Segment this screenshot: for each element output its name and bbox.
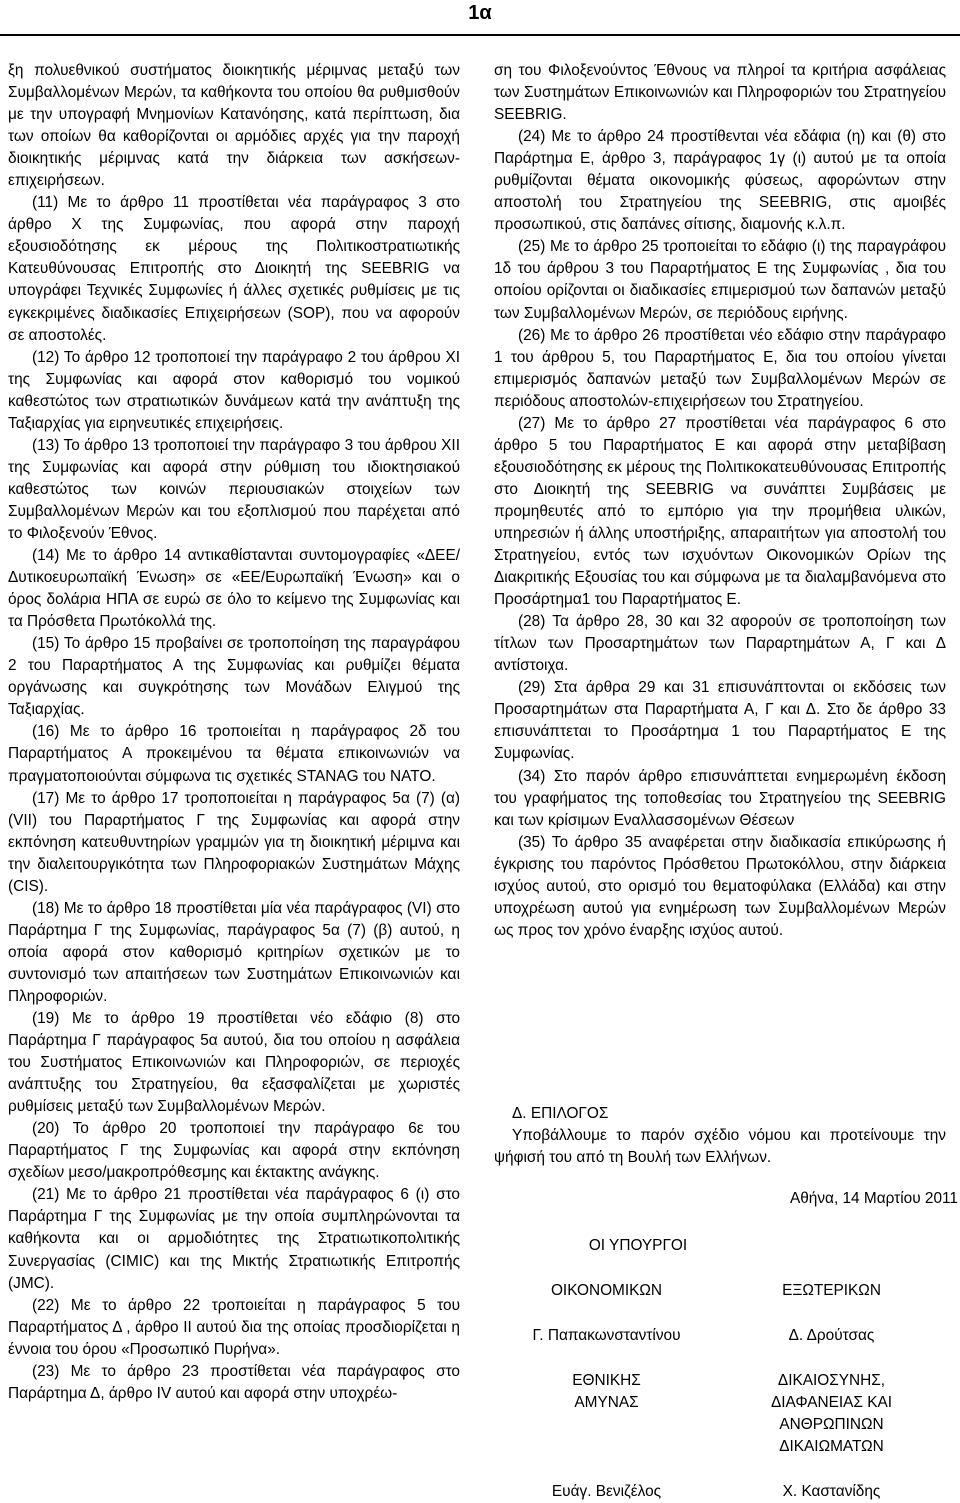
minister-justice-title-line: ΔΙΚΑΙΩΜΑΤΩΝ — [779, 1438, 884, 1455]
paragraph: (17) Με το άρθρο 17 τροποποιείται η παράγραφος 5α (7) (α) (VII) του Παραρτήματος Γ της Συμφωνίας και αφορά στην εκπόνηση κατευθυντηρίων γραμμών για τη διοικητική μέριμνα και την διαλειτουργικότητα των Πληροφοριακών Συστημάτων Μάχης (CIS). — [8, 789, 460, 895]
epilogue-heading: Δ. ΕΠΙΛΟΓΟΣ — [512, 1105, 609, 1122]
right-column — [494, 60, 946, 942]
minister-defence-name: Ευάγ. Βενιζέλος — [551, 1483, 662, 1500]
paragraph: (18) Με το άρθρο 18 προστίθεται μία νέα παράγραφος (VI) στο Παράρτημα Γ της Συμφωνίας, παράγραφος 5α (7) (β) αυτού, η οποία αφορά στον καθορισμό κριτηρίων σχετικών με το συντονισμό των απαιτήσεων των Συστημάτων Επικοινωνιών και Πληροφοριών. — [8, 899, 460, 1005]
paragraph: ση του Φιλοξενούντος Έθνους να πληροί τα κριτήρια ασφάλειας των Συστημάτων Επικοινωνιών και Πληροφοριών του Στρατηγείου SEEBRIG. — [494, 62, 946, 124]
paragraph: (35) Το άρθρο 35 αναφέρεται στην διαδικασία επικύρωσης ή έγκρισης του παρόντος Πρόσθετου Πρωτοκόλλου, στην διάρκεια ισχύος αυτού, στο ορισμό του θεματοφύλακα (Ελλάδα) και στην υποχρέωση αυτού για ενημέρωση των Συμβαλλομένων Μερών ως προς τον χρόνο έναρξης ισχύος αυτού. — [494, 833, 946, 939]
paragraph: (14) Με το άρθρο 14 αντικαθίστανται συντομογραφίες «ΔΕΕ/ Δυτικοευρωπαϊκή Ένωση» σε «ΕΕ/Ευρωπαϊκή Ένωση» και ο όρος δολάρια ΗΠΑ σε ευρώ σε όλο το κείμενο της Συμφωνίας και τα Πρόσθετα Πρωτόκολλά της. — [8, 547, 460, 631]
paragraph: (20) Το άρθρο 20 τροποποιεί την παράγραφο 6ε του Παραρτήματος Γ της Συμφωνίας και αφορά στην εκπόνηση σχεδίων μεσο/μακροπρόθεσμης και έκτακτης ανάγκης. — [8, 1120, 460, 1182]
paragraph: (28) Τα άρθρο 28, 30 και 32 αφορούν σε τροποποίηση των τίτλων των Προσαρτημάτων των Παραρτημάτων Α, Γ και Δ αντίστοιχα. — [494, 613, 946, 675]
epilogue — [494, 1103, 946, 1169]
minister-finance-title: ΟΙΚΟΝΟΜΙΚΩΝ — [550, 1282, 663, 1299]
paragraph: (13) Το άρθρο 13 τροποποιεί την παράγραφο 3 του άρθρου XII της Συμφωνίας και αφορά στην ρύθμιση του ιδιοκτησιακού καθεστώτος των κοινών περιουσιακών στοιχείων των Συμβαλλομένων Μερών και του εξοπλισμού που παρέχεται από το Φιλοξενούν Έθνος. — [8, 436, 460, 542]
minister-justice-title-line: ΔΙΑΦΑΝΕΙΑΣ ΚΑΙ — [771, 1394, 892, 1411]
minister-finance-name: Γ. Παπακωνσταντίνου — [532, 1327, 681, 1344]
signature-date: Αθήνα, 14 Μαρτίου 2011 — [789, 1190, 958, 1207]
paragraph: (34) Στο παρόν άρθρο επισυνάπτεται ενημερωμένη έκδοση του γραφήματος της τοποθεσίας του Στρατηγείου της SEEBRIG και των κρίσιμων Εναλλασσομένων Θέσεων — [494, 767, 946, 829]
paragraph: (21) Με το άρθρο 21 προστίθεται νέα παράγραφος 6 (ι) στο Παράρτημα Γ της Συμφωνίας με την οποία συμπληρώνονται τα καθήκοντα και οι αρμοδιότητες της Στρατιωτικοπολιτικής Συνεργασίας (CIMIC) και της Μικτής Στρατιωτικής Επιτροπής (JMC). — [8, 1186, 460, 1292]
minister-foreign-title: ΕΞΩΤΕΡΙΚΩΝ — [782, 1282, 881, 1299]
left-column — [8, 60, 460, 1405]
minister-justice-name: Χ. Καστανίδης — [782, 1483, 881, 1500]
paragraph: (25) Με το άρθρο 25 τροποιείται το εδάφιο (ι) της παραγράφου 1δ του άρθρου 3 του Παραρτήματος Ε της Συμφωνίας , δια του οποίου ορίζονται οι διαδικασίες επιμερισμού των δαπανών μεταξύ των Συμβαλλομένων Μερών, σε περιόδους ειρήνης. — [494, 238, 946, 322]
minister-defence-title-line: ΑΜΥΝΑΣ — [574, 1394, 639, 1411]
paragraph: (24) Με το άρθρο 24 προστίθενται νέα εδάφια (η) και (θ) στο Παράρτημα Ε, άρθρο 3, παράγραφος 1γ (ι) αυτού με τα οποία ρυθμίζονται θέματα οικονομικής φύσεως, αφορώντων στην αποστολή του Στρατηγείου της SEEBRIG, στις αμοιβές προσωπικού, στις δαπάνες σίτισης, διαμονής κ.λ.π. — [494, 128, 946, 234]
paragraph: (22) Με το άρθρο 22 τροποιείται η παράγραφος 5 του Παραρτήματος Δ , άρθρο II αυτού δια της οποίας προσδιορίζεται η έννοια του όρου «Προσωπικό Πυρήνα». — [8, 1296, 460, 1358]
paragraph: (15) Το άρθρο 15 προβαίνει σε τροποποίηση της παραγράφου 2 του Παραρτήματος Α της Συμφωνίας και ρυθμίζει θέματα οργάνωσης και συγκρότησης των Μονάδων Ελιγμού της Ταξιαρχίας. — [8, 635, 460, 719]
minister-justice-title — [719, 1370, 944, 1458]
minister-justice-title-line: ΑΝΘΡΩΠΙΝΩΝ — [779, 1416, 884, 1433]
page-number: 1α — [468, 2, 492, 24]
minister-justice-title-line: ΔΙΚΑΙΟΣΥΝΗΣ, — [777, 1372, 886, 1389]
paragraph: (29) Στα άρθρα 29 και 31 επισυνάπτονται οι εκδόσεις των Προσαρτημάτων στα Παραρτήματα Α, Γ και Δ. Στο δε άρθρο 33 επισυνάπτεται το Προσάρτημα 1 του Παραρτήματος Ε της Συμφωνίας. — [494, 679, 946, 763]
paragraph: (26) Με το άρθρο 26 προστίθεται νέο εδάφιο στην παράγραφο 1 του άρθρου 5, του Παραρτήματος Ε, δια του οποίου γίνεται επιμερισμός δαπανών μεταξύ των Συμβαλλομένων Μερών σε περιόδους αποστολών-επιχειρήσεων του Στρατηγείου. — [494, 326, 946, 410]
ministers-block — [494, 1280, 944, 1503]
paragraph: (23) Με το άρθρο 23 προστίθεται νέα παράγραφος στο Παράρτημα Δ, άρθρο IV αυτού και αφορά στην υποχρέω- — [8, 1362, 460, 1402]
minister-foreign-name: Δ. Δρούτσας — [788, 1327, 875, 1344]
ministers-heading: ΟΙ ΥΠΟΥΡΓΟΙ — [588, 1237, 688, 1254]
header-rule — [0, 34, 960, 36]
paragraph: (19) Με το άρθρο 19 προστίθεται νέο εδάφιο (8) στο Παράρτημα Γ παράγραφος 5α αυτού, δια του οποίου η ασφάλεια του Συστήματος Επικοινωνιών και Πληροφοριών, σε περιοχές ανάπτυξης του Στρατηγείου, θα εξασφαλίζεται με χωριστές ρυθμίσεις μεταξύ των Συμβαλλομένων Μερών. — [8, 1010, 460, 1116]
paragraph: (27) Με το άρθρο 27 προστίθεται νέα παράγραφος 6 στο άρθρο 5 του Παραρτήματος Ε και αφορά στην μεταβίβαση εξουσιοδότησης εκ μέρους της Πολιτικοκατευθύνουσας Επιτροπής στο Διοικητή της SEEBRIG να συνάπτει Συμβάσεις με προμηθευτές από το εμπόριο για την προμήθεια υλικών, υπηρεσιών ή άλλης υποστήριξης, απαραιτήτων για αποστολή του Στρατηγείου, εντός των ισχυόντων Οικονομικών Ορίων της Διακριτικής Εξουσίας του και σύμφωνα με τα διαλαμβανόμενα στο Προσάρτημα1 του Παραρτήματος Ε. — [494, 414, 946, 609]
epilogue-text: Υποβάλλουμε το παρόν σχέδιο νόμου και προτείνουμε την ψήφισή του από τη Βουλή των Ελλήνων. — [494, 1127, 946, 1167]
paragraph: (16) Με το άρθρο 16 τροποιείται η παράγραφος 2δ του Παραρτήματος Α προκειμένου τα θέματα επικοινωνιών να πραγματοποιούνται σύμφωνα τις σχετικές STANAG του ΝΑΤΟ. — [8, 723, 460, 785]
paragraph: (12) Το άρθρο 12 τροποποιεί την παράγραφο 2 του άρθρου XI της Συμφωνίας και αφορά στον καθορισμό του νομικού καθεστώτος των στρατιωτικών δυνάμεων κατά την ανάπτυξη της Ταξιαρχίας για ειρηνευτικές επιχειρήσεις. — [8, 348, 460, 432]
minister-defence-title-line: ΕΘΝΙΚΗΣ — [572, 1372, 641, 1389]
minister-defence-title — [494, 1370, 719, 1458]
paragraph: (11) Με το άρθρο 11 προστίθεται νέα παράγραφος 3 στο άρθρο X της Συμφωνίας, που αφορά στην παροχή εξουσιοδότησης εκ μέρους της Πολιτικοστρατιωτικής Κατευθύνουσας Επιτροπής στο Διοικητή της SEEBRIG να υπογράφει Τεχνικές Συμφωνίες ή άλλες σχετικές ρυθμίσεις με τις εγκεκριμένες διαδικασίες Επιχειρήσεων (SOP), που να αφορούν σε αποστολές. — [8, 194, 460, 344]
paragraph: ξη πολυεθνικού συστήματος διοικητικής μέριμνας μεταξύ των Συμβαλλομένων Μερών, τα καθήκοντα του οποίου θα ρυθμισθούν με την υπογραφή Μνημονίων Κατανόησης, κατά περίπτωση, δια των οποίων θα καθορίζονται οι αρμόδιες αρχές για την παροχή διοικητικής μέριμνας κατά την διάρκεια των ασκήσεων-επιχειρήσεων. — [8, 62, 460, 190]
